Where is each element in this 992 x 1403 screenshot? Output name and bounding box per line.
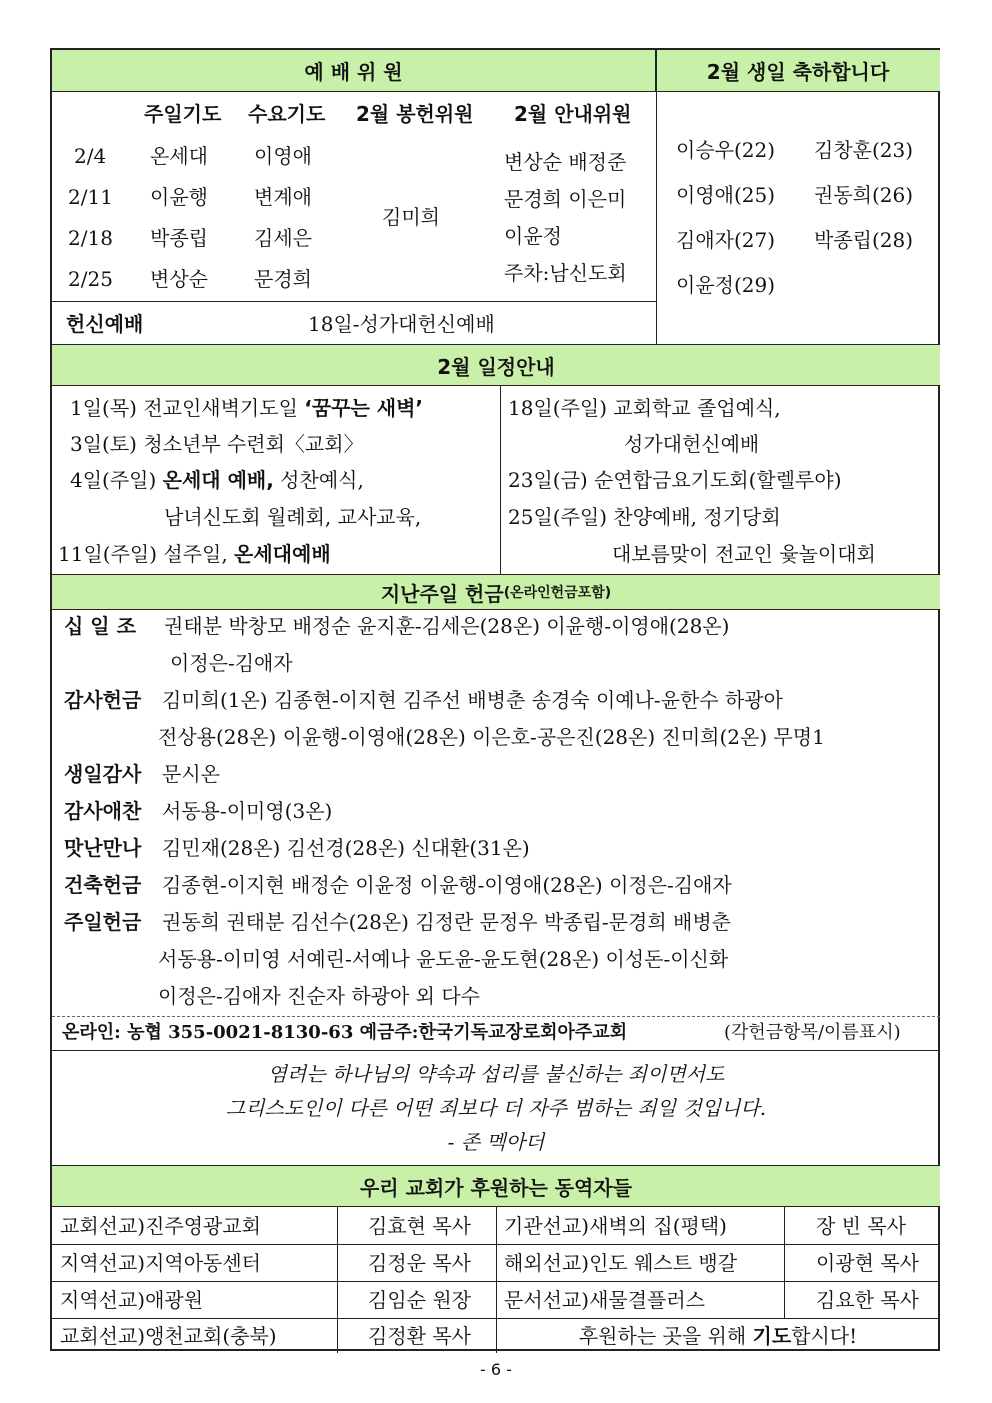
praise-label: 감사애찬 <box>64 799 142 823</box>
support-person: 장 빈 목사 <box>816 1214 906 1238</box>
worship-wed: 변계애 <box>254 185 312 209</box>
col-wed-prayer: 수요기도 <box>248 102 326 126</box>
support-person: 김정운 목사 <box>368 1251 471 1275</box>
support-org: 교회선교)앵천교회(충북) <box>60 1324 277 1348</box>
worship-date: 2/4 <box>74 144 107 168</box>
page-number: - 6 - <box>480 1360 512 1379</box>
support-prayer: 후원하는 곳을 위해 기도합시다! <box>578 1324 858 1348</box>
thanks-label: 감사헌금 <box>64 688 142 712</box>
birthday-thanks-names: 문시온 <box>162 762 220 786</box>
guide-line: 변상순 배정준 <box>504 150 627 174</box>
guide-line: 이윤정 <box>504 224 562 248</box>
quote-line: 염려는 하나님의 약속과 섭리를 불신하는 죄이면서도 <box>267 1062 725 1086</box>
worship-header <box>52 50 656 92</box>
meet-names: 김민재(28온) 김선경(28온) 신대환(31온) <box>162 836 530 860</box>
support-org: 문서선교)새물결플러스 <box>504 1288 706 1312</box>
schedule-left-line: 11일(주일) 설주일, 온세대예배 <box>58 542 331 566</box>
meet-label: 맛난만나 <box>64 836 142 860</box>
offering-member: 김미희 <box>382 205 440 229</box>
schedule-right-line: 23일(금) 순연합금요기도회(할렐루야) <box>508 468 842 492</box>
birthday-thanks-label: 생일감사 <box>64 762 142 786</box>
sunday-offering-label: 주일헌금 <box>64 910 142 934</box>
worship-date: 2/11 <box>68 185 113 209</box>
birthday-title: 2월 생일 축하합니다 <box>706 60 890 84</box>
col-sunday-prayer: 주일기도 <box>144 102 222 126</box>
support-org: 지역선교)지역아동센터 <box>60 1251 262 1275</box>
schedule-right-line: 대보름맞이 전교인 윷놀이대회 <box>612 542 876 566</box>
building-label: 건축헌금 <box>64 873 142 897</box>
support-org: 지역선교)애광원 <box>60 1288 204 1312</box>
guide-line: 문경희 이은미 <box>504 187 627 211</box>
quote-author: - 존 멕아더 <box>447 1130 545 1154</box>
col-guide-members: 2월 안내위원 <box>514 102 632 126</box>
worship-date: 2/25 <box>68 267 113 291</box>
sunday-offering-names: 권동희 권태분 김선수(28온) 김정란 문정우 박종립-문경희 배병춘 <box>162 910 731 934</box>
offering-header <box>52 574 940 610</box>
schedule-right-line: 18일(주일) 교회학교 졸업예식, <box>508 396 781 420</box>
offering-subtitle: (온라인헌금포함) <box>503 585 612 601</box>
schedule-header <box>52 344 940 386</box>
thanks-names: 김미희(1온) 김종현-이지현 김주선 배병춘 송경숙 이예나-윤한수 하광아 <box>162 688 783 712</box>
schedule-left-line: 남녀신도회 월례회, 교사교육, <box>164 505 422 529</box>
worship-sunday: 박종립 <box>150 226 208 250</box>
support-title: 우리 교회가 후원하는 동역자들 <box>359 1175 633 1200</box>
worship-sunday: 온세대 <box>150 144 208 168</box>
worship-title: 예 배 위 원 <box>304 60 403 84</box>
worship-sunday: 이윤행 <box>150 185 208 209</box>
support-person: 김정환 목사 <box>368 1324 471 1348</box>
schedule-title: 2월 일정안내 <box>437 354 555 379</box>
thanks-names: 전상용(28온) 이윤행-이영애(28온) 이은호-공은진(28온) 진미희(2온) 무명1 <box>158 725 825 749</box>
schedule-right-line: 25일(주일) 찬양예배, 정기당회 <box>508 505 781 529</box>
col-offering-members: 2월 봉헌위원 <box>356 102 474 126</box>
schedule-left-line: 4일(주일) 온세대 예배, 성찬예식, <box>70 468 364 492</box>
support-org: 기관선교)새벽의 집(평택) <box>504 1214 727 1238</box>
support-person: 김요한 목사 <box>816 1288 919 1312</box>
support-person: 김임순 원장 <box>368 1288 471 1312</box>
birthday-name: 김애자(27) <box>676 228 776 252</box>
sunday-offering-names: 서동용-이미영 서예린-서예나 윤도윤-윤도현(28온) 이성돈-이신화 <box>158 947 729 971</box>
birthday-name: 이승우(22) <box>676 138 776 162</box>
tithe-label: 십 일 조 <box>64 614 136 638</box>
birthday-name: 이영애(25) <box>676 183 776 207</box>
support-person: 김효현 목사 <box>368 1214 471 1238</box>
birthday-name: 박종립(28) <box>814 228 914 252</box>
worship-date: 2/18 <box>68 226 113 250</box>
support-person: 이광현 목사 <box>816 1251 919 1275</box>
schedule-left-line: 1일(목) 전교인새벽기도일 ‘꿈꾸는 새벽’ <box>70 396 424 420</box>
schedule-left-line: 3일(토) 청소년부 수련회〈교회〉 <box>70 432 364 456</box>
offering-title: 지난주일 헌금 <box>380 581 504 606</box>
worship-wed: 김세은 <box>254 226 312 250</box>
worship-wed: 문경희 <box>254 267 312 291</box>
tithe-names: 권태분 박창모 배정순 윤지훈-김세은(28온) 이윤행-이영애(28온) <box>164 614 730 638</box>
worship-wed: 이영애 <box>254 144 312 168</box>
birthday-name: 김창훈(23) <box>814 138 914 162</box>
bulletin-page <box>50 48 940 1351</box>
online-note: (각헌금항목/이름표시) <box>724 1022 901 1043</box>
birthday-header <box>656 50 940 92</box>
building-names: 김종현-이지현 배정순 이윤정 이윤행-이영애(28온) 이정은-김애자 <box>162 873 732 897</box>
online-account: 온라인: 농협 355-0021-8130-63 예금주:한국기독교장로회아주교회 <box>62 1022 628 1043</box>
quote-line: 그리스도인이 다른 어떤 죄보다 더 자주 범하는 죄일 것입니다. <box>225 1096 767 1120</box>
guide-line: 주차:남신도회 <box>504 261 627 285</box>
tithe-names: 이정은-김애자 <box>170 651 293 675</box>
dedication-label: 헌신예배 <box>66 312 144 336</box>
support-org: 해외선교)인도 웨스트 뱅갈 <box>504 1251 738 1275</box>
sunday-offering-names: 이정은-김애자 진순자 하광아 외 다수 <box>158 984 480 1008</box>
praise-names: 서동용-이미영(3온) <box>162 799 333 823</box>
support-header <box>52 1165 940 1207</box>
support-org: 교회선교)진주영광교회 <box>60 1214 262 1238</box>
dedication-value: 18일-성가대헌신예배 <box>308 312 495 336</box>
worship-sunday: 변상순 <box>150 267 208 291</box>
schedule-right-line: 성가대헌신예배 <box>624 432 760 456</box>
birthday-name: 권동희(26) <box>814 183 914 207</box>
birthday-name: 이윤정(29) <box>676 273 776 297</box>
